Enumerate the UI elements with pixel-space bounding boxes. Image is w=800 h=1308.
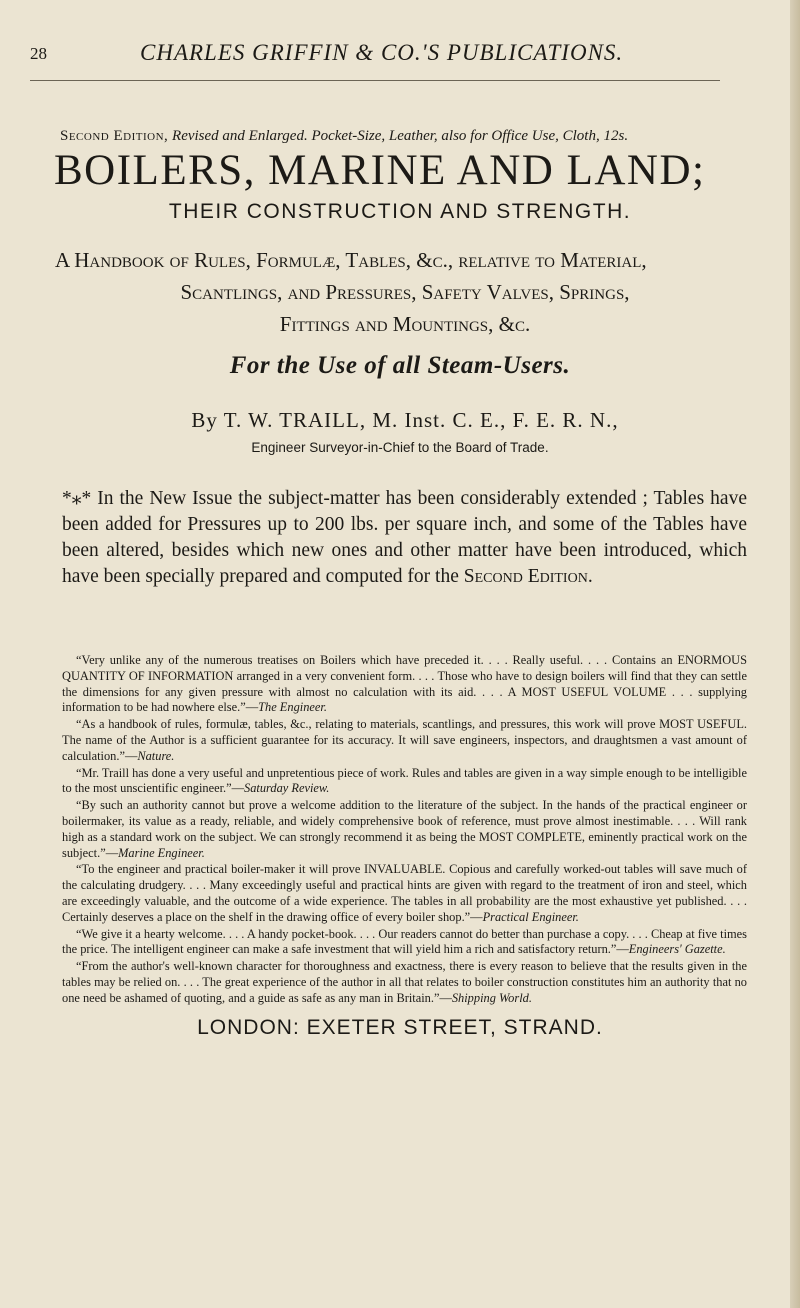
review-item: “Very unlike any of the numerous treatises on Boilers which have preceded it. . . . Really useful. . . . Contains an ENORMOUS QUANTITY OF INFORMATION arranged in a very convenient form. . . . Those who have to design boilers will find that they can settle the dimensions for any given pressure with almost no calculation with its aid. . . . A MOST USEFUL VOLUME . . . supplying information to be had nowhere else.”—The Engineer. [62, 653, 747, 715]
edition-line [60, 128, 750, 145]
review-item: “Mr. Traill has done a very useful and unpretentious piece of work. Rules and tables are given in a way simple enough to be intelligible to the most unscientific engineer.”—Saturday Review. [62, 765, 747, 796]
edition-details: Revised and Enlarged. Pocket-Size, Leather, also for Office Use, Cloth, 12s. [168, 128, 629, 144]
review-source: Shipping World. [451, 990, 532, 1005]
review-source: Saturday Review. [244, 781, 330, 796]
review-item: “As a handbook of rules, formulæ, tables, &c., relating to materials, scantlings, and pressures, this work will prove MOST USEFUL. The name of the Author is a sufficient guarantee for its accuracy. It will save engineers, inspectors, and draughtsmen a vast amount of calculation.”—Nature. [62, 717, 747, 763]
description-line-2: Scantlings, and Pressures, Safety Valves, Springs, [180, 280, 630, 304]
review-item: “By such an authority cannot but prove a welcome addition to the literature of the subject. In the hands of the practical engineer or boilermaker, its value as a ready, reliable, and widely comprehensive book of reference, must prove almost inestimable. . . . Will rank high as a standard work on the subject. We can strongly recommend it as being the MOST COMPLETE, eminently practical work on the subject.”—Marine Engineer. [62, 798, 747, 860]
dedication: For the Use of all Steam-Users. [229, 352, 571, 379]
review-source: Nature. [137, 748, 175, 763]
page-edge [790, 0, 800, 1308]
notice-emphasis: Second Edition [463, 566, 588, 587]
review-item: “To the engineer and practical boiler-maker it will prove INVALUABLE. Copious and carefully worked-out tables will save much of the calculating drudgery. . . . Many exceedingly useful and practical hints are given with regard to the treatment of iron and steel, which are exceedingly valuable, and the outcome of a wide experience. The tables in all probability are the most exhaustive yet published. . . . Certainly deserves a place on the shelf in the drawing office of every boiler shop.”—Practical Engineer. [62, 862, 747, 924]
author-name: T. W. TRAILL, M. Inst. C. E., F. E. R. N., [223, 408, 619, 432]
book-title: BOILERS, MARINE AND LAND; [54, 147, 706, 194]
running-head: CHARLES GRIFFIN & CO.'S PUBLICATIONS. [140, 40, 624, 65]
description-line-1: A Handbook of Rules, Formulæ, Tables, &c., relative to Material, [55, 248, 647, 272]
book-description [55, 244, 755, 340]
author-by: By [191, 408, 218, 432]
review-source: Marine Engineer. [118, 845, 205, 860]
book-subtitle: THEIR CONSTRUCTION AND STRENGTH. [168, 200, 632, 223]
author-line [60, 408, 750, 433]
author-office: Engineer Surveyor-in-Chief to the Board of Trade. [251, 440, 549, 455]
notice-text-after: . [587, 566, 593, 587]
page-number: 28 [30, 44, 47, 63]
review-item: “We give it a hearty welcome. . . . A handy pocket-book. . . . Our readers cannot do better than purchase a copy. . . . Cheap at five times the price. The intelligent engineer can make a safe investment that will yield him a rich and satisfactory return.”—Engineers' Gazette. [62, 926, 747, 957]
publisher-imprint: LONDON: EXETER STREET, STRAND. [197, 1016, 603, 1039]
new-issue-notice [62, 486, 747, 590]
header-rule [30, 80, 720, 81]
description-line-3: Fittings and Mountings, &c. [279, 312, 531, 336]
notice-text-before: In the New Issue the subject-matter has been considerably extended ; Tables have been added for Pressures up to 200 lbs. per square inch, and some of the Tables have been altered, besides which new ones and other matter have been introduced, which have been specially prepared and computed for the [62, 488, 747, 587]
review-item: “From the author's well-known character for thoroughness and exactness, there is every reason to believe that the results given in the tables may be relied on. . . . The great experience of the author in all that relates to boiler construction constitutes him an authority that no one need be ashamed of quoting, and a guide as safe as any man in Britain.”—Shipping World. [62, 959, 747, 1005]
review-source: Practical Engineer. [482, 909, 579, 924]
press-reviews [62, 653, 747, 1008]
edition-lead: Second Edition, [60, 128, 169, 144]
notice-mark: *⁎* [62, 488, 92, 509]
review-source: Engineers' Gazette. [628, 942, 726, 957]
review-source: The Engineer. [258, 700, 327, 715]
